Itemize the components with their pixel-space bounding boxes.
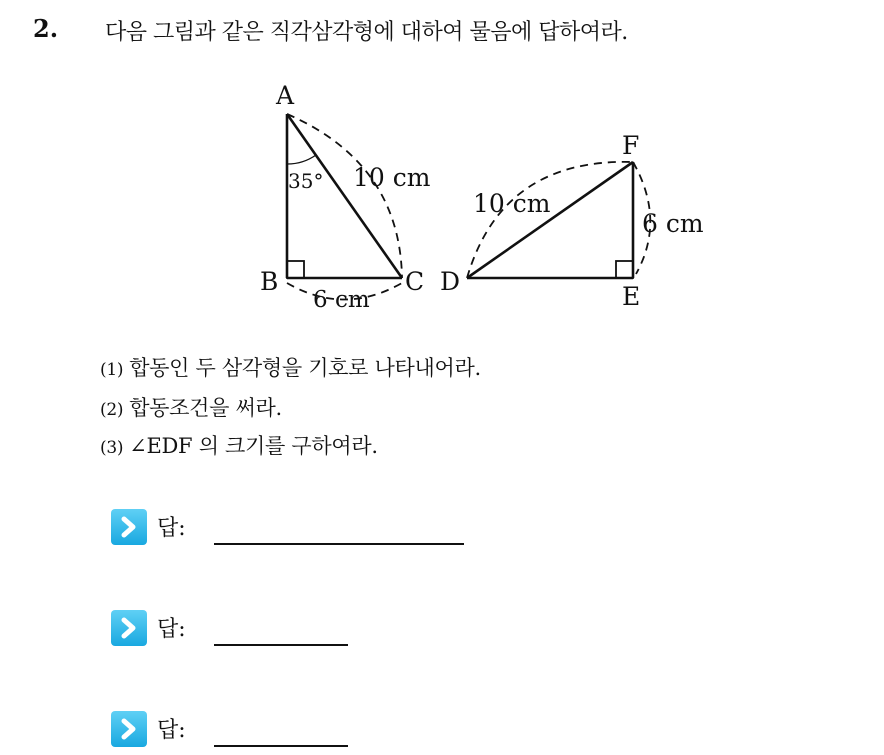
left-hypotenuse-label: 10 cm	[353, 163, 431, 192]
subquestion-number: (3)	[100, 438, 124, 458]
vertex-label-c: C	[405, 267, 425, 296]
subquestion-text: 합동조건을 써라.	[129, 396, 282, 420]
vertex-label-f: F	[622, 131, 640, 160]
vertex-label-a: A	[276, 81, 295, 110]
angle-arc-a	[287, 155, 316, 164]
answer-label: 답:	[157, 617, 186, 642]
vertex-label-d: D	[440, 267, 461, 296]
subquestion-number: (1)	[100, 360, 124, 380]
subquestion-3	[100, 430, 378, 460]
right-triangle	[467, 162, 650, 278]
chevron-right-icon	[111, 509, 147, 545]
subquestion-text: ∠EDF 의 크기를 구하여라.	[129, 434, 378, 458]
question-text: 다음 그림과 같은 직각삼각형에 대하여 물음에 답하여라.	[105, 20, 628, 45]
right-hypotenuse-label: 10 cm	[473, 189, 551, 218]
chevron-right-icon	[111, 711, 147, 747]
answer-label: 답:	[157, 516, 186, 541]
right-side-label: 6 cm	[642, 209, 704, 238]
left-base-label: 6 cm	[313, 287, 370, 313]
subquestion-2	[100, 392, 282, 422]
subquestion-number: (2)	[100, 400, 124, 420]
answer-blank-3[interactable]	[214, 745, 348, 747]
chevron-right-icon	[111, 610, 147, 646]
question-number: 2.	[33, 14, 59, 43]
subquestion-1	[100, 352, 481, 382]
left-triangle	[287, 114, 402, 300]
answer-blank-1[interactable]	[214, 543, 464, 545]
triangle-figure	[240, 78, 720, 318]
right-angle-mark-b	[287, 261, 304, 278]
triangle-diagram	[240, 78, 720, 318]
vertex-label-b: B	[260, 267, 279, 296]
subquestion-text: 합동인 두 삼각형을 기호로 나타내어라.	[129, 356, 481, 380]
answer-blank-2[interactable]	[214, 644, 348, 646]
right-angle-mark-e	[616, 261, 633, 278]
angle-label: 35°	[288, 169, 324, 193]
answer-label: 답:	[157, 718, 186, 743]
vertex-label-e: E	[622, 282, 641, 311]
